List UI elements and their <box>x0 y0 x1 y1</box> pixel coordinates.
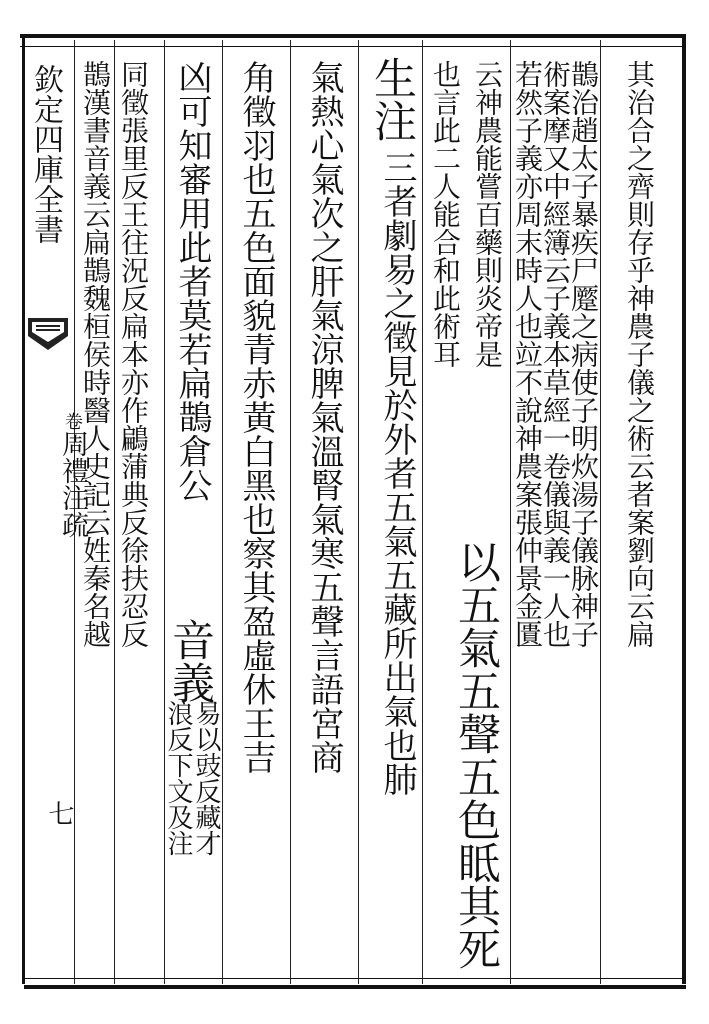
page-frame-bottom <box>24 978 686 989</box>
margin-book-prefix: 卷 <box>62 412 83 430</box>
column-rule <box>422 40 423 984</box>
text-column-4: 若然子義亦周末時人也竝不說神農案張仲景金匱 <box>511 60 544 648</box>
margin-book-title: 欽定四庫全書 <box>28 64 63 244</box>
text-column-5-main: 以五氣五聲五色眡其死 <box>451 540 501 970</box>
page-frame-left <box>22 34 25 984</box>
text-column-10-note-a: 易以豉反藏才 <box>191 700 221 856</box>
text-column-11: 同徵張里反王往況反扁本亦作鶣蒲典反徐扶忍反 <box>117 60 150 648</box>
text-column-10-note-b: 浪反下文及注 <box>163 700 193 856</box>
column-rule <box>114 40 115 984</box>
page-frame-right <box>682 34 686 984</box>
text-column-5: 云神農能嘗百藥則炎帝是 <box>471 60 504 368</box>
text-column-2: 鵲治趙太子暴疾尸蹷之病使子明炊湯子儀脉神子 <box>567 60 600 648</box>
text-column-1: 其治合之齊則存乎神農子儀之術云者案劉向云扁 <box>623 60 656 648</box>
column-rule <box>358 40 359 984</box>
text-column-9: 角徵羽也五色面貌青赤黃白黑也察其盈虛休王吉 <box>236 60 276 774</box>
column-rule <box>290 40 291 984</box>
text-column-8: 氣熱心氣次之肝氣涼脾氣溫腎氣寒五聲言語宮商 <box>304 60 344 774</box>
text-column-6: 也言此二人能合和此術耳 <box>429 60 462 368</box>
page-number: 七 <box>44 800 74 826</box>
annotation-yinyi: 音義 <box>165 618 215 704</box>
column-rule <box>222 40 223 984</box>
column-rule <box>600 40 601 984</box>
text-column-7: 三者劇易之徵見於外者五氣五藏所出氣也肺 <box>377 150 417 796</box>
text-column-10: 凶可知審用此者莫若扁鵲倉公 <box>172 60 212 502</box>
page-frame-top <box>20 34 685 47</box>
annotation-marker: 生注 <box>367 56 417 142</box>
fishtail-ornament-icon <box>26 314 70 354</box>
text-column-3: 術案摩又中經簿云子義本草經一卷儀與義一人也 <box>539 60 572 648</box>
margin-book-name: 卷周禮注疏 <box>57 412 88 538</box>
text-column-12: 鵲漢書音義云扁鵲魏桓侯時醫人史記云姓秦名越 <box>79 60 112 648</box>
